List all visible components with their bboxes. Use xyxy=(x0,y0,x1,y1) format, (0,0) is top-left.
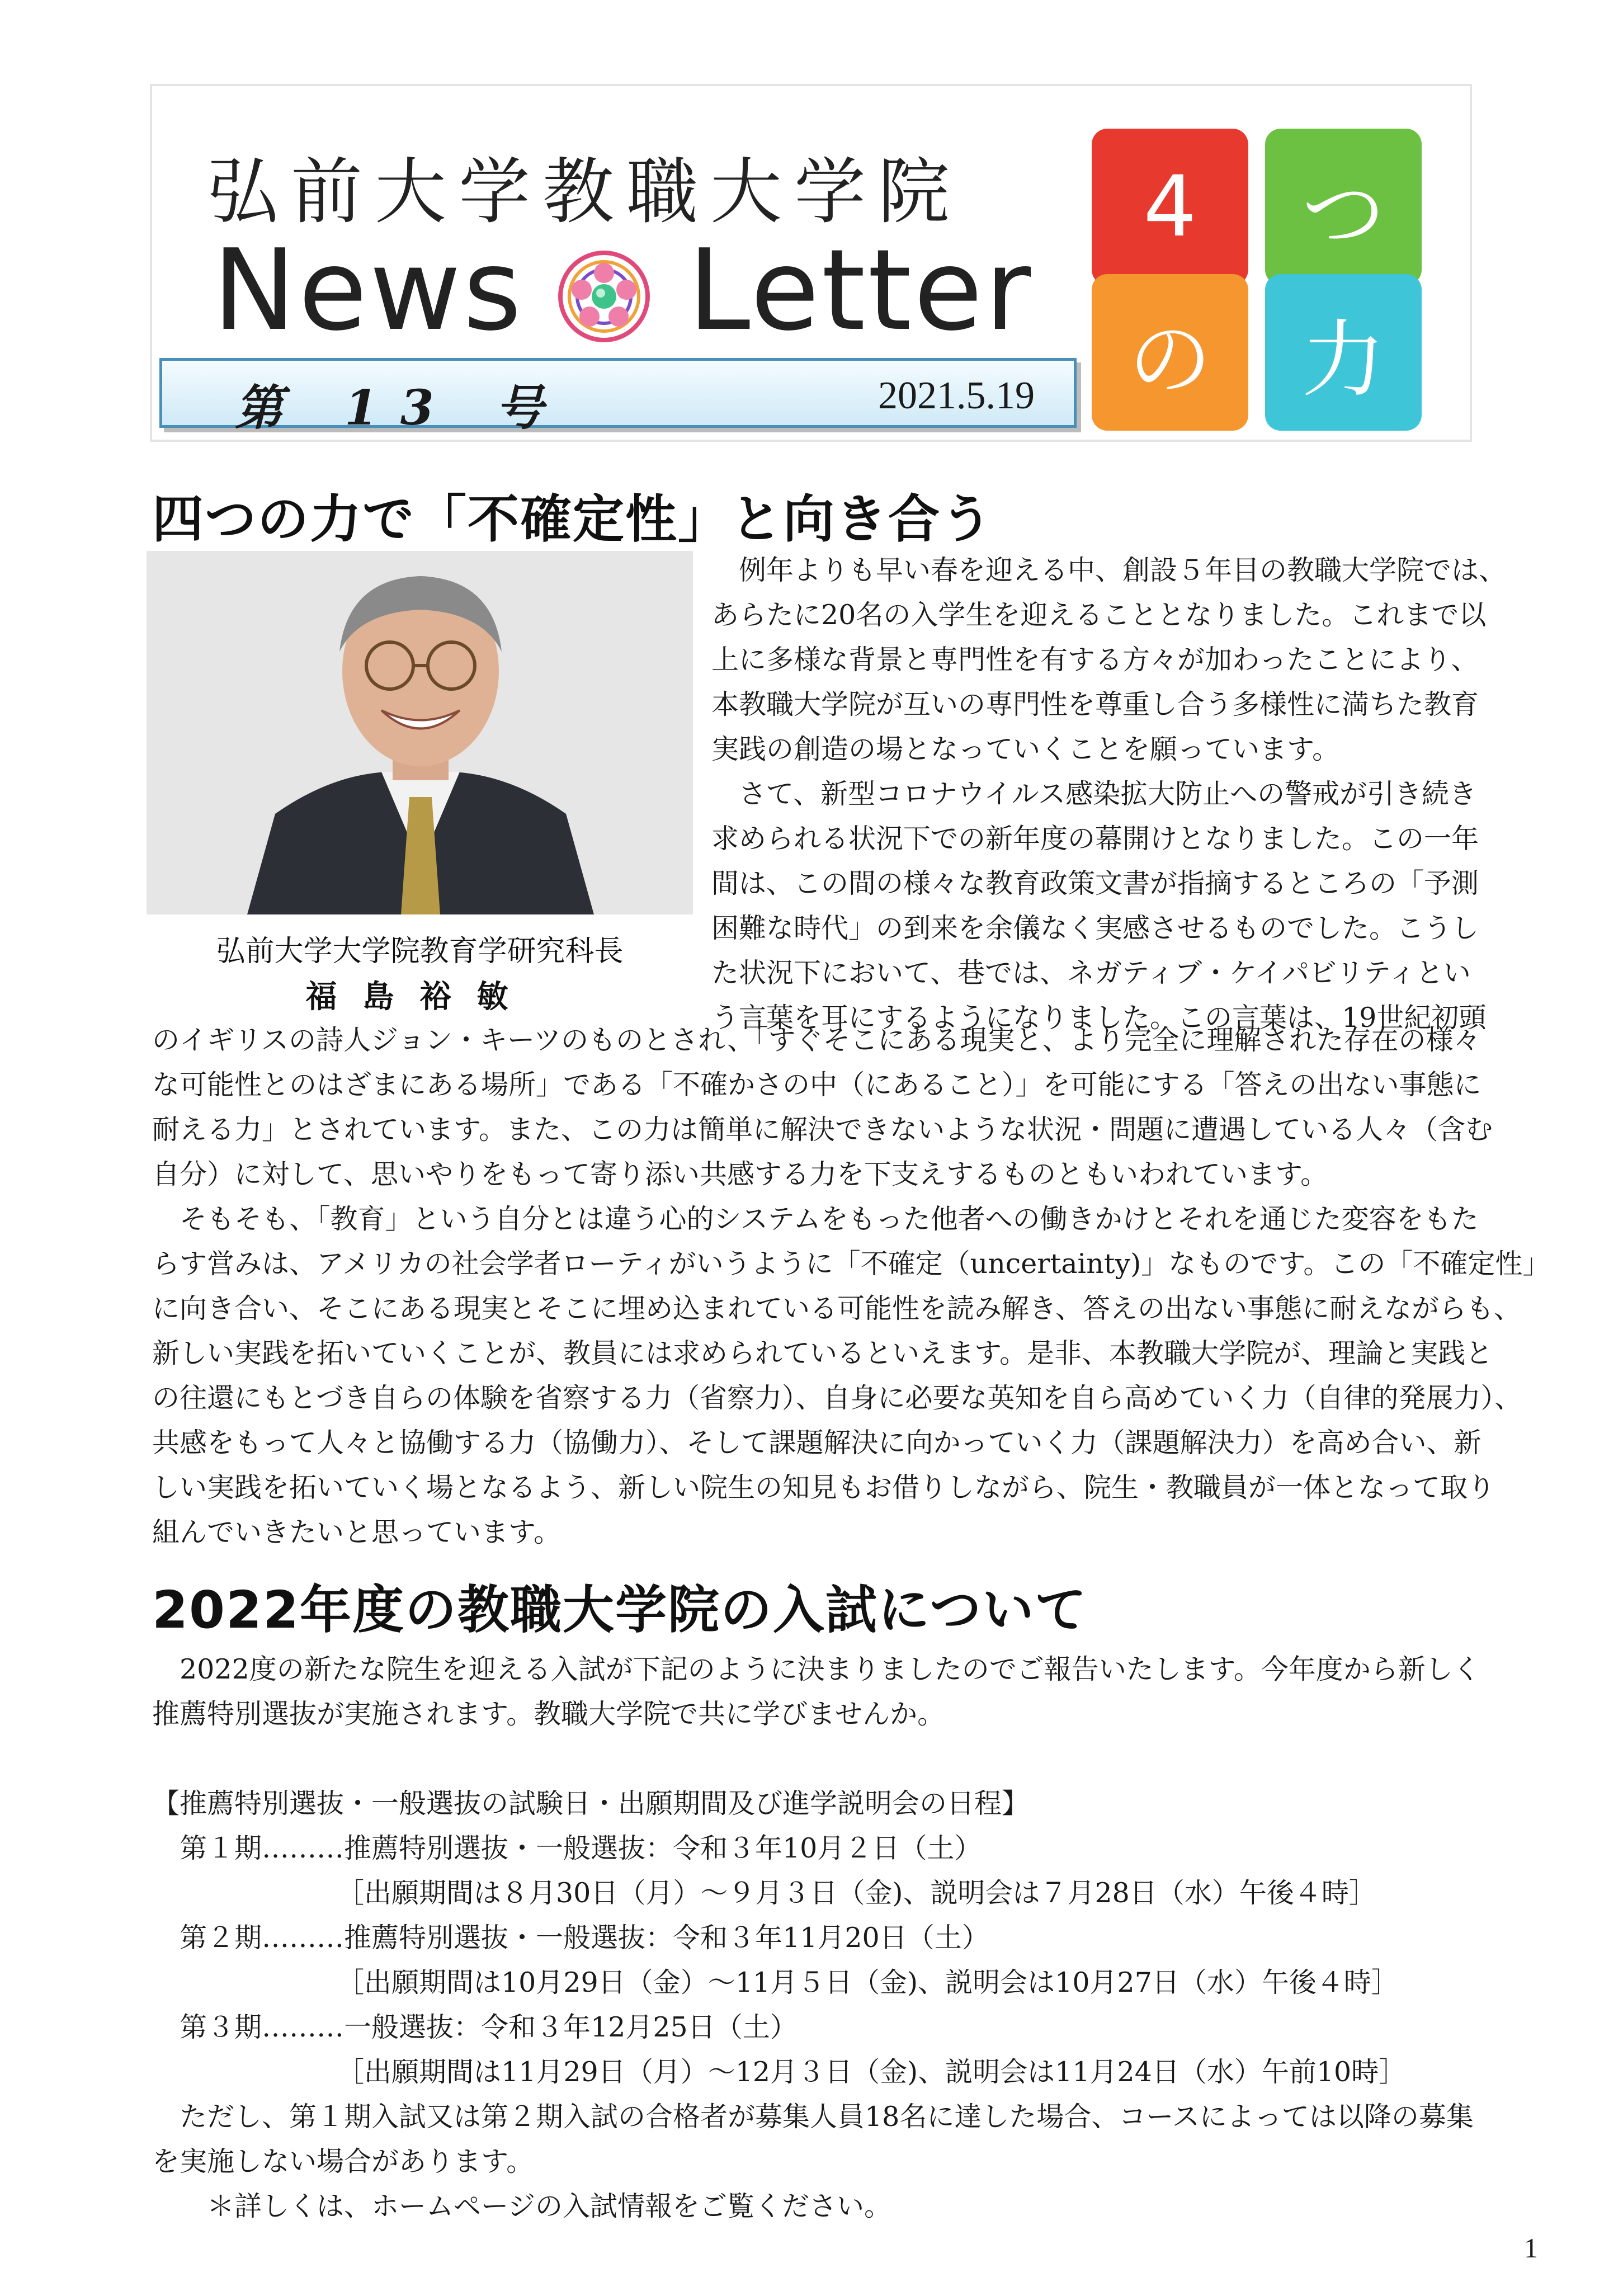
schedule-line: ［出願期間は10月29日（金）～11月５日（金)、説明会は10月27日（水）午後４時］ xyxy=(337,1967,1399,1998)
photo-caption-name: 福島裕敏 xyxy=(305,978,534,1015)
newsletter-letter-word: Letter xyxy=(688,225,1034,356)
body-line: あらたに20名の入学生を迎えることとなりました。これまで以 xyxy=(711,599,1487,631)
article-heading-admissions: 2022年度の教職大学院の入試について xyxy=(152,1580,1088,1640)
tile-chikara: 力 xyxy=(1265,274,1422,431)
article-heading: 四つの力で「不確定性」と向き合う xyxy=(152,489,994,549)
photo-caption-title: 弘前大学大学院教育学研究科長 xyxy=(216,935,624,968)
portrait-illustration xyxy=(147,551,693,914)
schedule-line: 第２期………推薦特別選抜・一般選抜：令和３年11月20日（土） xyxy=(152,1922,989,1954)
body-line: う言葉を耳にするようになりました。この言葉は、19世紀初頭 xyxy=(711,1002,1487,1034)
body-line: 困難な時代」の到来を余儀なく実感させるものでした。こうし xyxy=(711,912,1479,944)
schedule-list xyxy=(152,1826,1406,2095)
body-line: な可能性とのはざまにある場所」である「不確かさの中（にあること）」を可能にする「答えの出ない事態に xyxy=(152,1069,1482,1101)
body-line: 間は、この間の様々な教育政策文書が指摘するところの「予測 xyxy=(711,868,1479,899)
body-line: 自分）に対して、思いやりをもって寄り添い共感する力を下支えするものともいわれています。 xyxy=(152,1158,1328,1190)
tile-four: 4 xyxy=(1092,129,1248,285)
body-line: ＊詳しくは、ホームページの入試情報をご覧ください。 xyxy=(152,2190,892,2222)
tile-no: の xyxy=(1092,274,1248,431)
body-line: 例年よりも早い春を迎える中、創設５年目の教職大学院では、 xyxy=(711,554,1507,586)
body-line: 共感をもって人々と協働する力（協働力）、そして課題解決に向かっていく力（課題解決力）を高め合い、新 xyxy=(152,1427,1482,1459)
page-number: 1 xyxy=(1524,2232,1538,2264)
schedule-line: ［出願期間は８月30日（月）～９月３日（金)、説明会は７月28日（水）午後４時］ xyxy=(337,1877,1376,1909)
body-line: 耐える力」とされています。また、この力は簡単に解決できないような状況・問題に遭遇している人々（含む xyxy=(152,1114,1493,1145)
body-line: の往還にもとづき自らの体験を省察する力（省察力）、自身に必要な英知を自ら高めていく力（自律的発展力）、 xyxy=(152,1382,1522,1414)
schedule-title: 【推薦特別選抜・一般選抜の試験日・出願期間及び進学説明会の日程】 xyxy=(152,1788,1030,1819)
issue-number: 第 13 号 xyxy=(235,380,566,436)
flower-logo-icon xyxy=(537,246,671,347)
body-line: そもそも、「教育」という自分とは違う心的システムをもった他者への働きかけとそれを通じた変容をもた xyxy=(152,1203,1479,1235)
schedule-line: 第１期………推薦特別選抜・一般選抜：令和３年10月２日（土） xyxy=(152,1832,982,1864)
tile-tsu: つ xyxy=(1265,129,1422,285)
schedule-line: 第３期………一般選抜：令和３年12月25日（土） xyxy=(152,2011,798,2043)
body-line: 本教職大学院が互いの専門性を尊重し合う多様性に満ちた教育 xyxy=(711,689,1479,720)
body-line: のイギリスの詩人ジョン・キーツのものとされ、「すぐそこにある現実と、より完全に理解された存在の様々 xyxy=(152,1024,1481,1056)
body-line: た状況下において、巷では、ネガティブ・ケイパビリティとい xyxy=(711,957,1471,989)
admissions-intro xyxy=(152,1647,1483,1737)
body-line: 新しい実践を拓いていくことが、教員には求められているといえます。是非、本教職大学院が、理論と実践と xyxy=(152,1337,1493,1369)
admissions-note xyxy=(152,2095,1483,2229)
issue-date: 2021.5.19 xyxy=(878,374,1035,417)
portrait-photo xyxy=(147,551,693,914)
body-line: しい実践を拓いていく場となるよう、新しい院生の知見もお借りしながら、院生・教職員が一体となって取り xyxy=(152,1472,1495,1503)
schedule-line: ［出願期間は11月29日（月）～12月３日（金)、説明会は11月24日（水）午前10時］ xyxy=(337,2056,1407,2088)
body-line: 2022度の新たな院生を迎える入試が下記のように決まりましたのでご報告いたします。今年度から新しく xyxy=(152,1653,1480,1685)
body-line: に向き合い、そこにある現実とそこに埋め込まれている可能性を読み解き、答えの出ない事態に耐えながらも、 xyxy=(152,1293,1522,1324)
body-line: 上に多様な背景と専門性を有する方々が加わったことにより、 xyxy=(711,644,1479,676)
body-line: ただし、第１期入試又は第２期入試の合格者が募集人員18名に達した場合、コースによっては以降の募集 xyxy=(152,2101,1474,2133)
body-line: さて、新型コロナウイルス感染拡大防止への警戒が引き続き xyxy=(711,778,1477,810)
body-line: らす営みは、アメリカの社会学者ローティがいうように「不確定（uncertainty)」なものです。この「不確定性」 xyxy=(152,1248,1550,1280)
body-line: 求められる状況下での新年度の幕開けとなりました。この一年 xyxy=(711,823,1479,855)
body-line: 実践の創造の場となっていくことを願っています。 xyxy=(711,733,1340,765)
newsletter-news-word: News xyxy=(213,225,524,356)
university-title: 弘前大学教職大学院 xyxy=(207,150,963,234)
body-line: 組んでいきたいと思っています。 xyxy=(152,1516,562,1548)
body-line: 推薦特別選抜が実施されます。教職大学院で共に学びませんか。 xyxy=(152,1698,945,1730)
body-line: を実施しない場合があります。 xyxy=(152,2146,534,2177)
article-body-right-column xyxy=(711,548,1507,1040)
